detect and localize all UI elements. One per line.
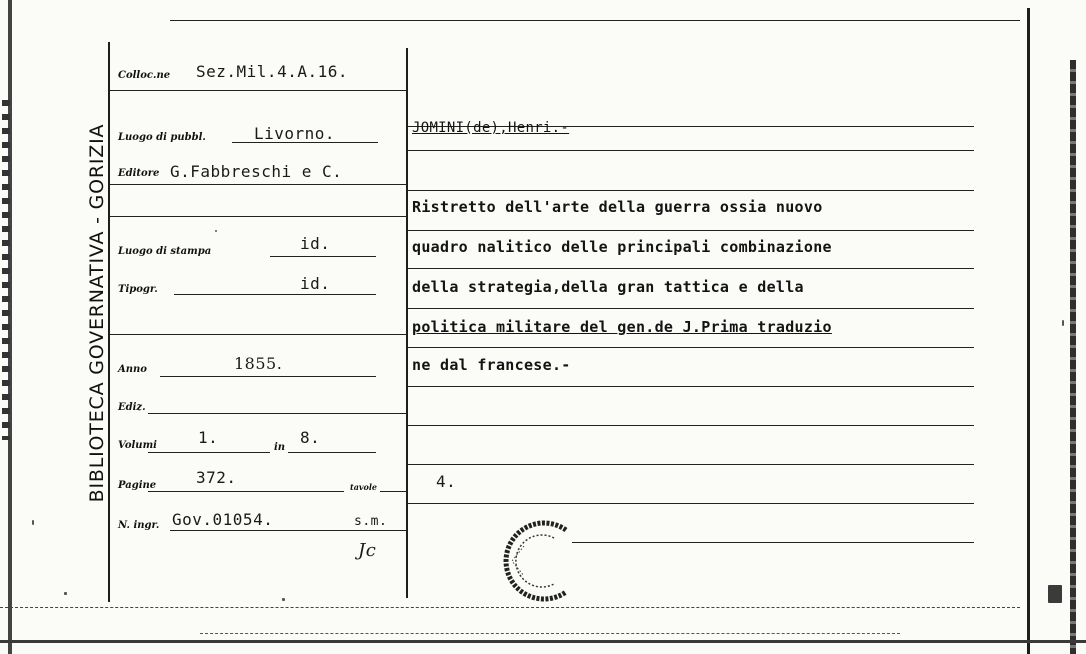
rule-line [408, 464, 974, 465]
value-tipografia: id. [300, 274, 331, 293]
value-volumi: 1. [198, 428, 219, 447]
entry-title-line: politica militare del gen.de J.Prima traduzio [412, 318, 832, 336]
label-pagine: Pagine [118, 480, 157, 491]
label-collocazione: Colloc.ne [118, 70, 171, 81]
rule-line [148, 452, 270, 453]
rule-line [380, 491, 406, 492]
rule-line [408, 190, 974, 191]
bottom-rule-line [0, 607, 1020, 608]
entry-title-line: Ristretto dell'arte della guerra ossia nuovo [412, 198, 823, 216]
value-tavole: 4. [436, 472, 457, 491]
rule-line [288, 452, 376, 453]
rule-line [110, 216, 406, 217]
value-luogo-pubbl: Livorno. [254, 124, 336, 143]
rule-line [408, 308, 974, 309]
value-collocazione: Sez.Mil.4.A.16. [196, 62, 348, 81]
scan-speck [282, 598, 285, 601]
value-editore: G.Fabbreschi e C. [170, 162, 343, 181]
rule-line [270, 256, 376, 257]
rule-line [408, 386, 974, 387]
value-formato: 8. [300, 428, 321, 447]
bottom-scan-edge [0, 640, 1086, 643]
label-anno: Anno [118, 364, 147, 375]
rule-line [408, 150, 974, 151]
value-pagine: 372. [196, 468, 237, 487]
label-tipografia: Tipogr. [118, 284, 158, 295]
left-column-border [108, 42, 110, 602]
rule-line [148, 413, 406, 414]
rule-line [408, 268, 974, 269]
scan-speck [215, 230, 217, 232]
label-luogo-stampa: Luogo di stampa [118, 246, 212, 257]
label-luogo-pubbl: Luogo di pubbl. [118, 132, 206, 143]
entry-author: JOMINI(de),Henri.- [412, 120, 570, 136]
rule-line [408, 230, 974, 231]
rule-line [148, 491, 344, 492]
rule-line [160, 376, 376, 377]
label-in: in [274, 442, 286, 453]
rule-line [110, 90, 406, 91]
entry-title-line: quadro nalitico delle principali combinazione [412, 238, 832, 256]
center-column-border [406, 48, 408, 598]
value-anno: 1855. [234, 354, 283, 373]
scan-speck [64, 592, 67, 595]
library-seal-stamp [494, 516, 584, 606]
right-scan-edge [1070, 60, 1076, 654]
label-editore: Editore [118, 168, 160, 179]
value-n-ingr: Gov.01054. [172, 510, 274, 529]
label-n-ingr: N. ingr. [118, 520, 160, 531]
label-volumi: Volumi [118, 440, 157, 451]
rule-line [110, 334, 406, 335]
entry-title-line: ne dal francese.- [412, 356, 571, 374]
rule-line [408, 503, 974, 504]
left-scan-edge-dash [2, 100, 10, 440]
top-border-line [170, 20, 1020, 21]
bottom-rule-line [200, 633, 900, 634]
right-card-border [1027, 8, 1030, 654]
scan-speck [1062, 320, 1064, 326]
rule-line [408, 347, 974, 348]
rule-line [110, 184, 406, 185]
library-stamp: BIBLIOTECA GOVERNATIVA - GORIZIA [86, 123, 108, 503]
value-n-ingr-suffix: s.m. [354, 514, 388, 529]
label-tavole: tavole [350, 482, 377, 492]
scan-speck [1048, 585, 1062, 603]
entry-title-line: della strategia,della gran tattica e della [412, 278, 804, 296]
rule-line [408, 425, 974, 426]
rule-line [170, 530, 406, 531]
value-luogo-stampa: id. [300, 234, 331, 253]
handwritten-mark: Jc [358, 540, 377, 561]
label-edizione: Ediz. [118, 402, 146, 413]
scan-speck [32, 520, 34, 525]
rule-line [174, 294, 376, 295]
rule-line [572, 542, 974, 543]
